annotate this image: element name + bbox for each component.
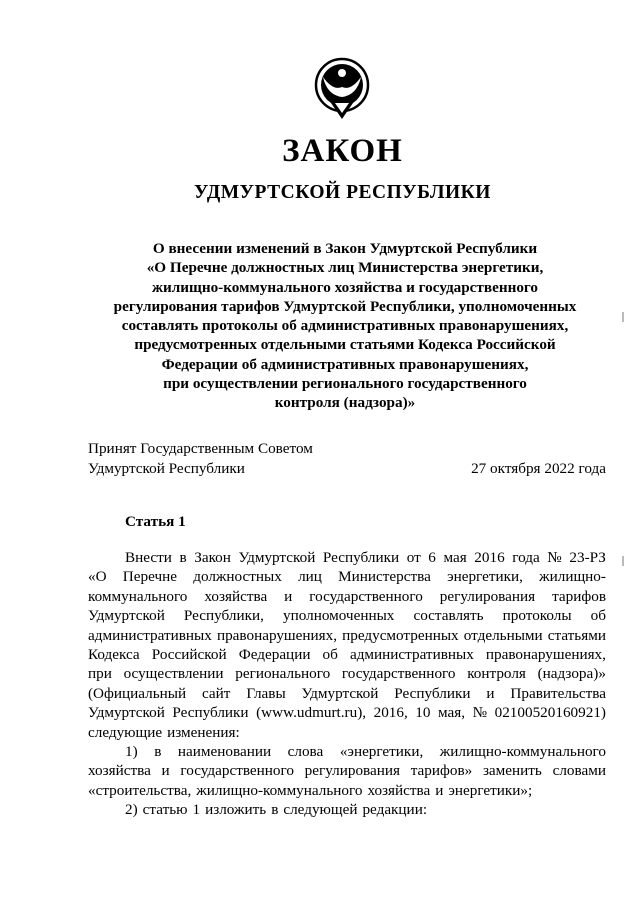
article-word: мая,	[438, 704, 466, 722]
document-title: ЗАКОН	[282, 133, 403, 169]
article-word: регулирования	[439, 587, 536, 605]
article-line	[88, 664, 606, 683]
article-line	[88, 567, 606, 586]
article-word: №	[472, 704, 488, 722]
article-word: 2)	[125, 801, 138, 819]
article-word: словами	[552, 762, 606, 780]
coat-of-arms-icon	[313, 57, 371, 123]
article-word: мая	[443, 549, 467, 566]
article-word: следующей	[283, 801, 358, 819]
article-word: Перечне	[122, 568, 177, 586]
article-word: контроля	[467, 665, 526, 683]
article-word: 1	[192, 801, 201, 819]
article-word: энергетики»;	[448, 781, 533, 799]
article-word: Республики	[394, 684, 471, 702]
subject-line: «О Перечне должностных лиц Министерства энергетики,	[146, 259, 544, 277]
article-word: от	[406, 549, 421, 566]
article-line	[88, 626, 606, 645]
article-word: Главы	[246, 684, 286, 702]
article-word: Удмуртской	[88, 704, 165, 722]
article-word: административных	[88, 626, 212, 644]
article-word: государственного	[180, 762, 294, 780]
article-heading: Статья 1	[125, 513, 186, 530]
article-word: Правительства	[510, 684, 606, 702]
article-word: 2016	[474, 549, 505, 566]
article-word: жилищно-коммунального	[196, 781, 363, 799]
article-word: Удмуртской	[238, 549, 316, 566]
article-word: (Официальный	[88, 684, 187, 702]
article-word: Закон	[194, 549, 231, 566]
article-word: изменения:	[167, 723, 240, 741]
article-word: в	[271, 801, 279, 819]
article-line	[88, 587, 606, 606]
article-word: протоколы	[502, 607, 572, 625]
article-word: (www.udmurt.ru),	[256, 704, 367, 722]
article-word: правонарушениях,	[216, 626, 337, 644]
article-word: коммунального	[88, 587, 188, 605]
article-word: хозяйства	[88, 762, 151, 780]
article-word: Республики,	[183, 607, 264, 625]
article-word: сайт	[201, 684, 231, 702]
article-word: тарифов	[552, 587, 606, 605]
article-word: Федерации	[238, 645, 311, 663]
article-word: Республики	[322, 549, 400, 566]
article-word: государственного	[341, 665, 456, 683]
article-word: в	[154, 742, 162, 760]
article-word: жилищно-коммунального	[439, 742, 606, 760]
article-line	[88, 703, 606, 722]
adoption-date: 27 октября 2022 года	[471, 460, 606, 477]
article-word: об	[590, 607, 606, 625]
document-subtitle: УДМУРТСКОЙ РЕСПУБЛИКИ	[194, 182, 491, 203]
article-word: регулирования	[304, 762, 401, 780]
article-word: Удмуртской	[301, 684, 379, 702]
article-line	[88, 761, 606, 780]
article-line	[88, 742, 606, 761]
article-word: и	[435, 781, 444, 799]
article-word: Российской	[151, 645, 227, 663]
article-word: «строительства,	[88, 781, 192, 799]
article-word: в	[179, 549, 187, 566]
article-word: изложить	[205, 801, 267, 819]
article-word: «О	[88, 568, 107, 586]
article-word: тарифов»	[410, 762, 473, 780]
article-word: 1)	[125, 742, 138, 760]
subject-line: составлять протоколы об административных правонарушениях,	[121, 317, 569, 335]
article-body	[88, 548, 606, 819]
article-word: Внести	[125, 549, 172, 566]
article-word: статью	[142, 801, 188, 819]
article-word: государственного	[309, 587, 423, 605]
article-word: предусмотренных	[342, 626, 459, 644]
article-line	[88, 723, 606, 742]
article-word: «энергетики,	[339, 742, 424, 760]
article-word: при	[88, 665, 112, 683]
article-word: редакции:	[362, 801, 428, 819]
article-word: энергетики,	[447, 568, 523, 586]
article-word: Удмуртской	[88, 607, 165, 625]
article-line	[88, 800, 606, 819]
law-subject	[95, 239, 595, 413]
article-word: (надзора)»	[537, 665, 606, 683]
subject-line: О внесении изменений в Закон Удмуртской Республики	[152, 240, 538, 257]
article-word: года	[512, 549, 540, 566]
article-line	[88, 548, 606, 567]
article-word: Кодекса	[88, 645, 140, 663]
subject-line: регулирования тарифов Удмуртской Республики, уполномоченных	[113, 297, 577, 315]
article-word: 10	[415, 704, 431, 722]
article-line	[88, 684, 606, 703]
article-word: хозяйства	[204, 587, 268, 605]
subject-line: при осуществлении регионального государственного	[163, 375, 527, 393]
article-word: Республики	[172, 704, 249, 722]
adoption-body-line2: Удмуртской Республики	[88, 460, 245, 477]
article-word: регионального	[235, 665, 331, 683]
margin-mark	[622, 556, 624, 566]
article-word: 6	[428, 549, 436, 566]
article-word: слова	[287, 742, 324, 760]
article-word: 2016,	[373, 704, 408, 722]
article-line	[88, 606, 606, 625]
article-word: должностных	[193, 568, 282, 586]
article-word: наименовании	[177, 742, 272, 760]
article-word: осуществлении	[123, 665, 224, 683]
subject-line: контроля (надзора)»	[274, 394, 416, 412]
article-word: хозяйства	[367, 781, 431, 799]
article-word: об	[322, 645, 338, 663]
article-word: составлять	[413, 607, 484, 625]
article-word: 02100520160921)	[494, 704, 606, 722]
subject-line: предусмотренных отдельными статьями Кодекса Российской	[134, 336, 556, 354]
article-word: Министерства	[338, 568, 431, 586]
article-word: административных	[349, 645, 474, 663]
article-word: отдельными	[463, 626, 543, 644]
article-word: и	[486, 684, 495, 702]
article-word: статьями	[547, 626, 606, 644]
article-word: и	[284, 587, 293, 605]
article-word: №	[547, 549, 562, 566]
article-line	[88, 645, 606, 664]
article-word: уполномоченных	[283, 607, 395, 625]
article-word: лиц	[298, 568, 322, 586]
article-word: 23-РЗ	[569, 549, 606, 566]
margin-mark	[622, 312, 624, 322]
adoption-row	[88, 460, 606, 478]
article-word: следующие	[88, 723, 163, 741]
subject-line: Федерации об административных правонарушениях,	[161, 355, 529, 373]
article-word: заменить	[482, 762, 542, 780]
article-line	[88, 781, 606, 800]
article-word: правонарушениях,	[485, 645, 606, 663]
subject-line: жилищно-коммунального хозяйства и государственного	[151, 278, 539, 296]
adoption-body: Принят Государственным Советом	[88, 440, 313, 457]
article-word: и	[161, 762, 170, 780]
article-word: жилищно-	[539, 568, 606, 586]
